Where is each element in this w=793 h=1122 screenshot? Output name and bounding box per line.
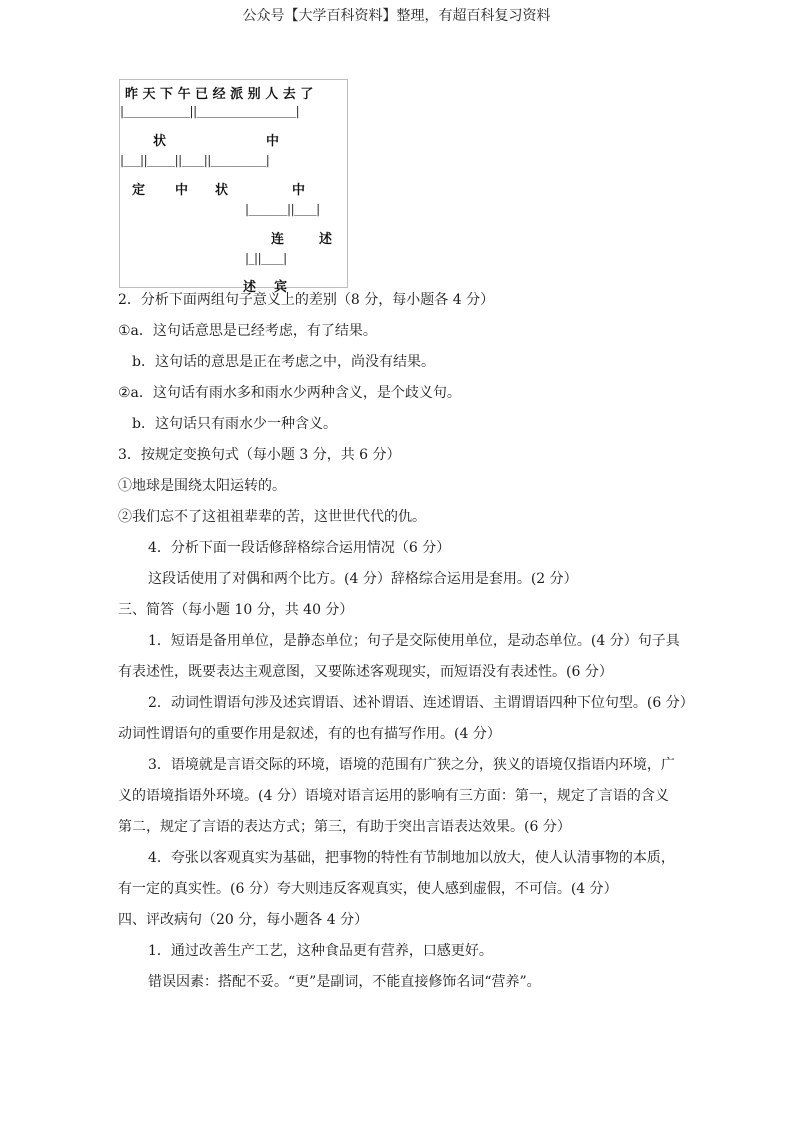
s3-q2-line2: 动词性谓语句的重要作用是叙述，有的也有描写作用。(4 分）	[118, 726, 501, 742]
diagram-label-shu-2: 述	[243, 280, 257, 295]
section3-heading: 三、简答（每小题 10 分，共 40 分）	[118, 602, 354, 618]
q2-heading: 2．分析下面两组句子意义上的差别（8 分，每小题各 4 分）	[118, 292, 495, 308]
diagram-row3-lines: |_______||____|	[245, 202, 320, 216]
q2-1b: b．这句话的意思是正在考虑之中，尚没有结果。	[132, 354, 435, 370]
q3-1: ①地球是围绕太阳运转的。	[118, 478, 286, 494]
q3-2: ②我们忘不了这祖祖辈辈的苦，这世世代代的仇。	[118, 509, 426, 525]
diagram-label-lian: 连	[271, 232, 285, 247]
q2-1a: ①a．这句话意思是已经考虑，有了结果。	[118, 323, 377, 339]
diagram-label-ding: 定	[132, 183, 146, 198]
s3-q3-line2: 义的语境指语外环境。(4 分）语境对语言运用的影响有三方面：第一，规定了言语的含义	[118, 788, 669, 804]
diagram-row2-lines: |___||_____||____||__________|	[120, 153, 270, 167]
q4-heading: 4．分析下面一段话修辞格综合运用情况（6 分）	[148, 540, 451, 556]
diagram-label-zhong-2: 中	[175, 183, 189, 198]
s4-q1: 1．通过改善生产工艺，这种食品更有营养，口感更好。	[148, 943, 493, 959]
diagram-label-zhong-3: 中	[292, 183, 306, 198]
s3-q4-line2: 有一定的真实性。(6 分）夸大则违反客观真实，使人感到虚假，不可信。(4 分）	[118, 881, 618, 897]
s4-q1-answer: 错误因素：搭配不妥。“更”是副词，不能直接修饰名词“营养”。	[148, 974, 541, 990]
diagram-label-zhong: 中	[266, 134, 280, 149]
section4-heading: 四、评改病句（20 分，每小题各 4 分）	[118, 912, 369, 928]
diagram-label-zhuang: 状	[153, 134, 167, 149]
q3-heading: 3．按规定变换句式（每小题 3 分，共 6 分）	[118, 447, 401, 463]
s3-q4-line1: 4．夸张以客观真实为基础，把事物的特性有节制地加以放大，使人认清事物的本质，	[148, 850, 675, 866]
s3-q1-line2: 有表述性，既要表达主观意图，又要陈述客观现实，而短语没有表述性。(6 分）	[118, 664, 613, 680]
diagram-row1-lines: |____________||__________________|	[120, 104, 300, 118]
diagram-row4-lines: |_||____|	[245, 251, 287, 265]
s3-q2-line1: 2．动词性谓语句涉及述宾谓语、述补谓语、连述谓语、主谓谓语四种下位句型。(6 分）	[148, 695, 694, 711]
q4-answer: 这段话使用了对偶和两个比方。(4 分）辞格综合运用是套用。(2 分）	[148, 571, 578, 587]
page-header: 公众号【大学百科资料】整理，有超百科复习资料	[242, 8, 551, 24]
diagram-sentence: 昨 天 下 午 已 经 派 别 人 去 了	[125, 87, 314, 102]
q2-2a: ②a．这句话有雨水多和雨水少两种含义，是个歧义句。	[118, 385, 461, 401]
s3-q3-line1: 3．语境就是言语交际的环境，语境的范围有广狭之分，狭义的语境仅指语内环境，广	[148, 757, 675, 773]
s3-q1-line1: 1．短语是备用单位，是静态单位；句子是交际使用单位，是动态单位。(4 分）句子具	[148, 633, 680, 649]
diagram-label-zhuang-2: 状	[215, 183, 229, 198]
s3-q3-line3: 第二，规定了言语的表达方式；第三，有助于突出言语表达效果。(6 分）	[118, 819, 571, 835]
diagram-label-bin: 宾	[274, 280, 288, 295]
sentence-structure-diagram	[119, 79, 348, 295]
diagram-label-shu: 述	[319, 232, 333, 247]
q2-2b: b．这句话只有雨水少一种含义。	[132, 416, 337, 432]
